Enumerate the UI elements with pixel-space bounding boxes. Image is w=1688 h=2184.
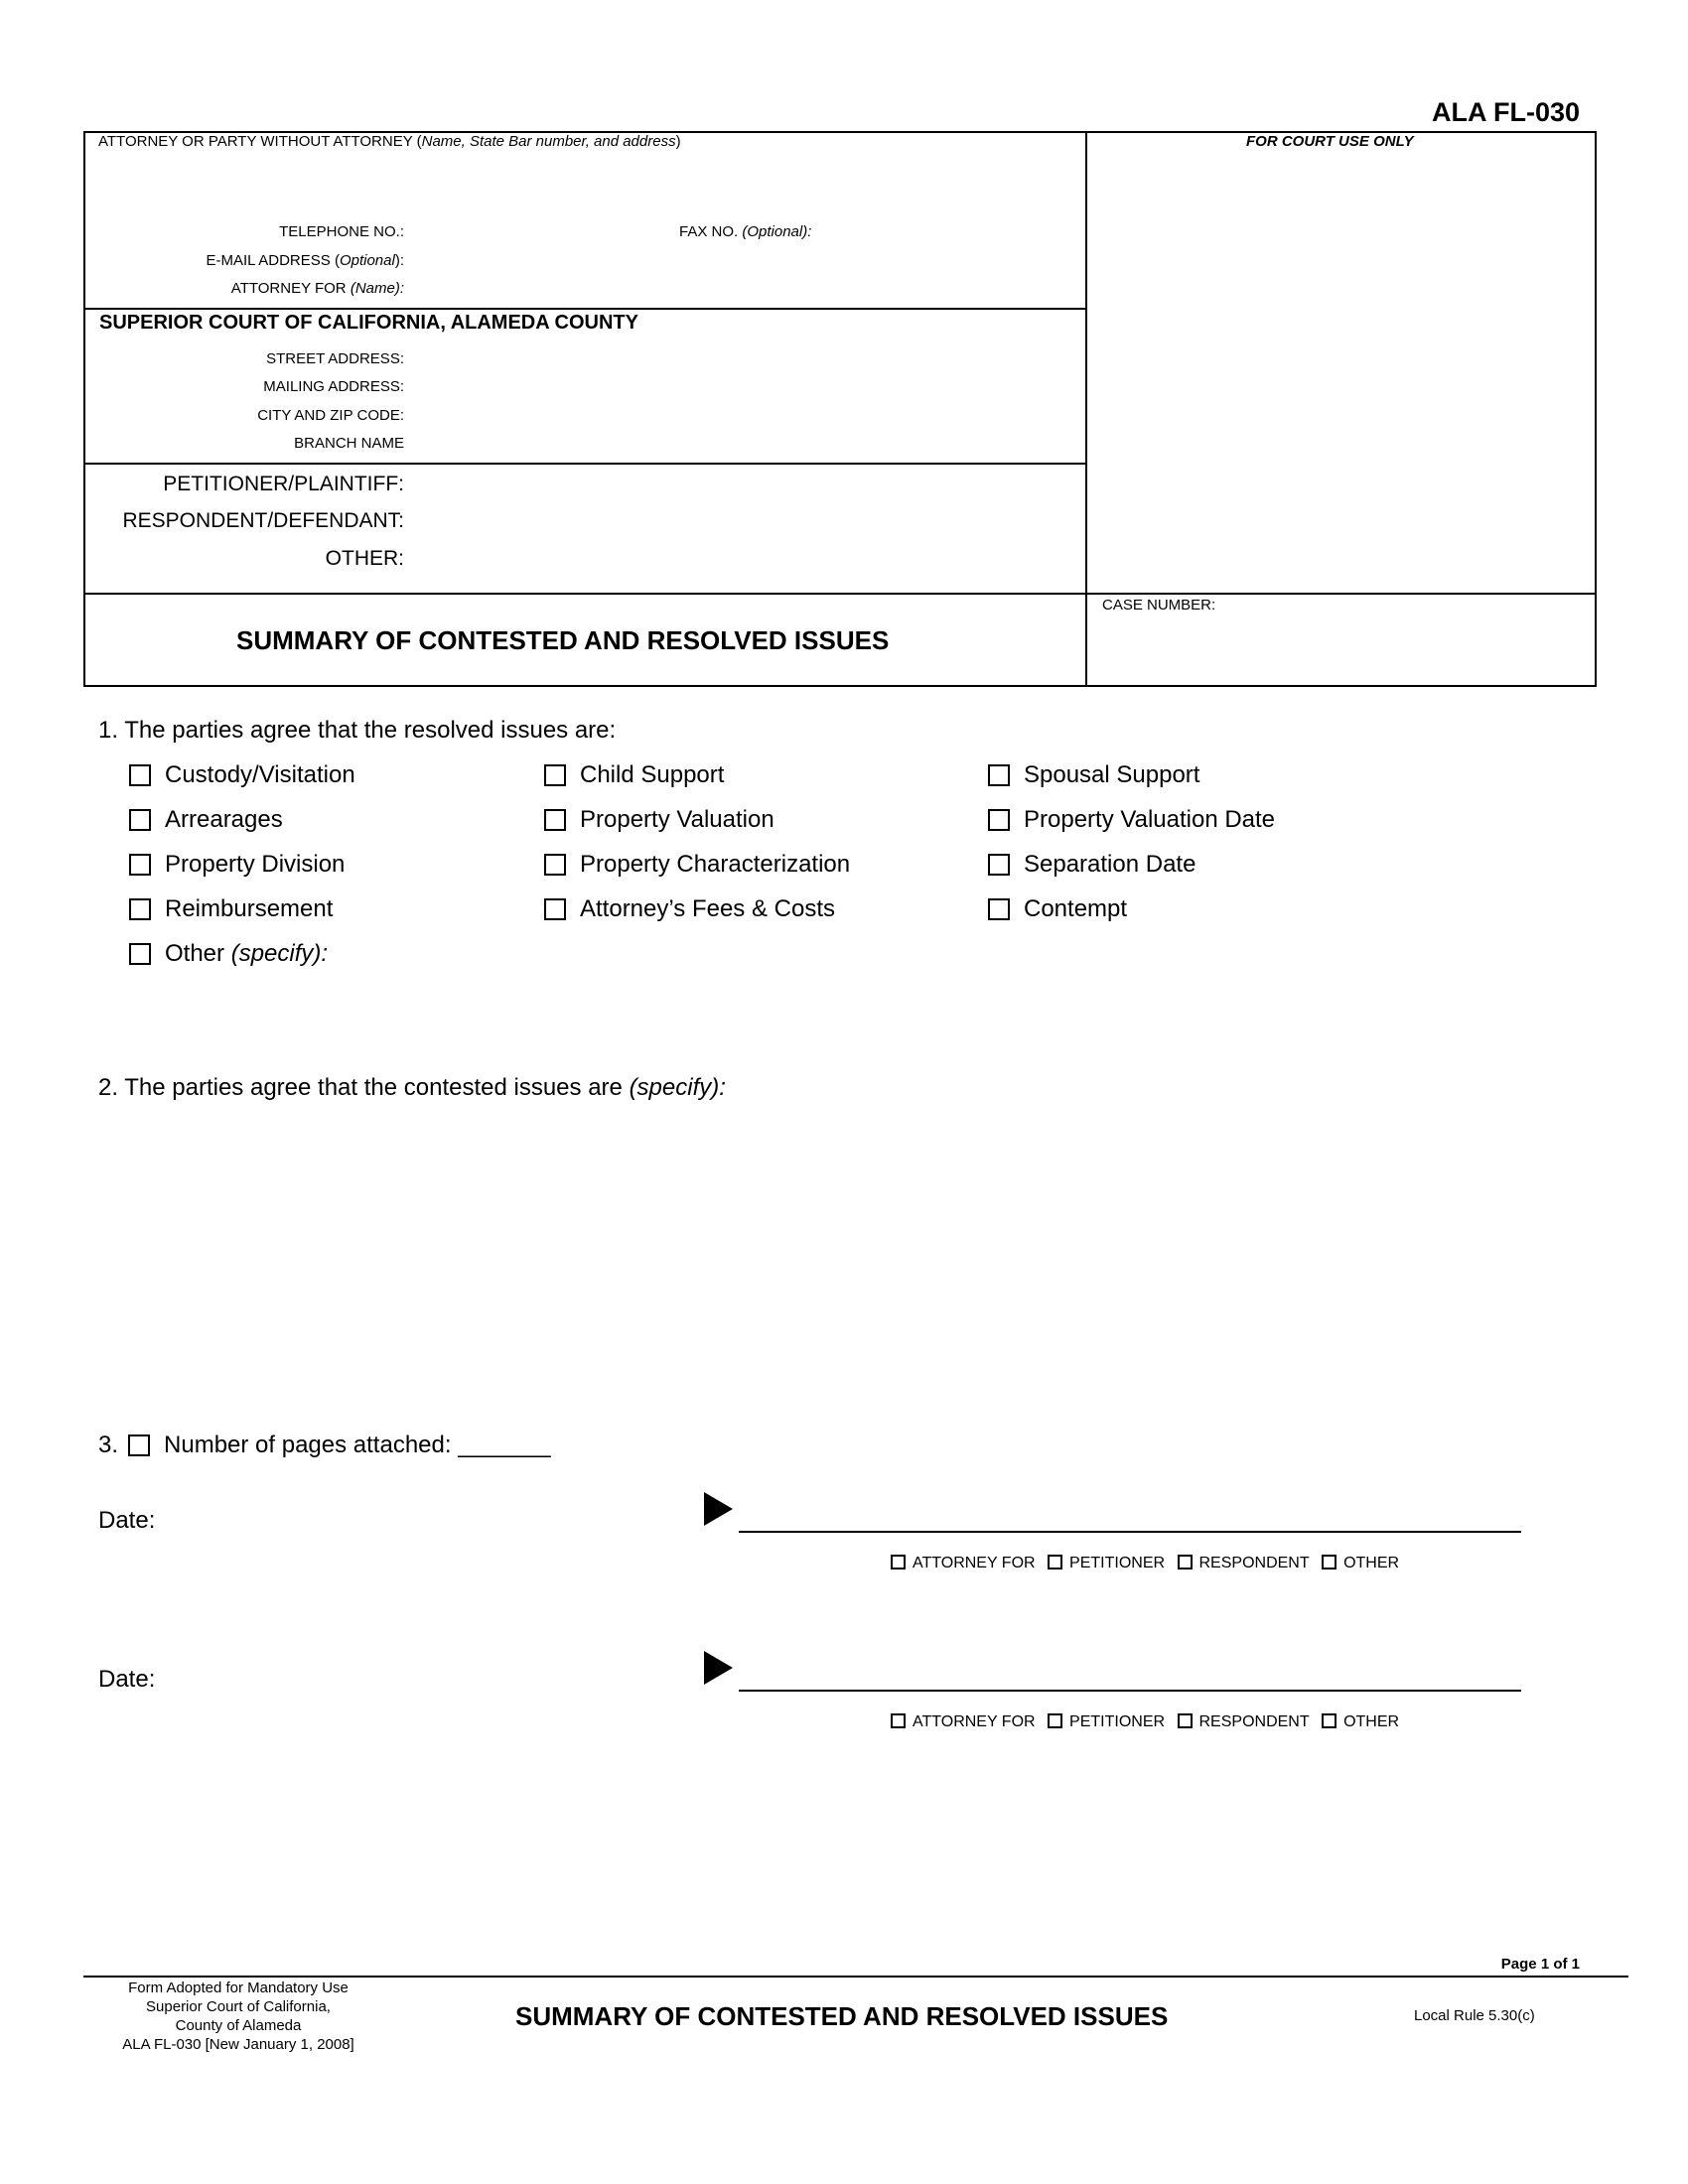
checkbox-custody-visitation[interactable]: Custody/Visitation [129, 761, 355, 789]
footer-rule [83, 1976, 1628, 1978]
checkbox-child-support[interactable]: Child Support [544, 761, 724, 789]
checkbox-square[interactable] [544, 898, 566, 920]
case-number-label: CASE NUMBER: [1102, 597, 1216, 614]
checkbox-arrearages[interactable]: Arrearages [129, 806, 283, 834]
checkbox-square[interactable] [129, 943, 151, 965]
checkbox-property-valuation[interactable]: Property Valuation [544, 806, 774, 834]
respondent-label: RESPONDENT/DEFENDANT: [122, 509, 404, 532]
checkbox-pages-attached[interactable] [128, 1434, 150, 1456]
checkbox-square[interactable] [988, 764, 1010, 786]
checkbox-other[interactable] [1322, 1713, 1336, 1728]
checkbox-respondent[interactable] [1178, 1555, 1193, 1570]
form-title: SUMMARY OF CONTESTED AND RESOLVED ISSUES [236, 625, 890, 655]
checkbox-square[interactable] [129, 854, 151, 876]
page-number: Page 1 of 1 [1500, 1956, 1580, 1973]
court-use-label: FOR COURT USE ONLY [1246, 133, 1414, 150]
checkbox-attorneys-fees[interactable]: Attorney’s Fees & Costs [544, 895, 835, 923]
attorney-header: ATTORNEY OR PARTY WITHOUT ATTORNEY (Name, State Bar number, and address) [98, 133, 681, 150]
checkbox-property-characterization[interactable]: Property Characterization [544, 851, 850, 879]
checkbox-square[interactable] [129, 764, 151, 786]
mailing-address-label: MAILING ADDRESS: [263, 378, 404, 395]
form-id: ALA FL-030 [1431, 97, 1580, 127]
divider-3 [83, 593, 1597, 595]
checkbox-other-specify[interactable]: Other (specify): [129, 940, 328, 968]
local-rule: Local Rule 5.30(c) [1414, 2007, 1535, 2024]
telephone-field[interactable] [407, 220, 655, 242]
checkbox-property-valuation-date[interactable]: Property Valuation Date [988, 806, 1275, 834]
box-divider [1085, 131, 1087, 687]
date-label: Date: [98, 1666, 156, 1693]
other-party-label: OTHER: [325, 547, 404, 570]
court-name: SUPERIOR COURT OF CALIFORNIA, ALAMEDA COUNTY [99, 312, 638, 334]
email-field[interactable] [407, 249, 1072, 271]
checkbox-attorney-for[interactable] [891, 1555, 906, 1570]
section1-heading: 1. The parties agree that the resolved issues are: [98, 717, 617, 744]
checkbox-square[interactable] [129, 809, 151, 831]
attorney-for-label: ATTORNEY FOR (Name): [230, 280, 404, 297]
pages-attached-row: 3. Number of pages attached: _______ [98, 1432, 551, 1458]
checkbox-attorney-for[interactable] [891, 1713, 906, 1728]
box-right [1595, 131, 1597, 687]
divider-2 [83, 463, 1086, 465]
case-number-field[interactable] [1102, 620, 1579, 670]
attorney-for-field[interactable] [407, 277, 1072, 299]
checkbox-contempt[interactable]: Contempt [988, 895, 1127, 923]
date-label: Date: [98, 1507, 156, 1534]
checkbox-other[interactable] [1322, 1555, 1336, 1570]
petitioner-label: PETITIONER/PLAINTIFF: [163, 473, 404, 495]
contested-issues-field[interactable] [98, 1112, 1588, 1390]
checkbox-square[interactable] [129, 898, 151, 920]
checkbox-square[interactable] [544, 764, 566, 786]
checkbox-property-division[interactable]: Property Division [129, 851, 345, 879]
signature-line[interactable] [739, 1531, 1521, 1533]
arrow-icon [704, 1492, 733, 1526]
box-bottom [83, 685, 1597, 687]
arrow-icon [704, 1651, 733, 1685]
street-address-label: STREET ADDRESS: [266, 350, 404, 367]
checkbox-square[interactable] [988, 898, 1010, 920]
checkbox-respondent[interactable] [1178, 1713, 1193, 1728]
divider-1 [83, 308, 1086, 310]
checkbox-reimbursement[interactable]: Reimbursement [129, 895, 333, 923]
branch-name-label: BRANCH NAME [294, 435, 404, 452]
signature-role-options: ATTORNEY FOR PETITIONER RESPONDENT OTHER [891, 1713, 1407, 1731]
city-zip-label: CITY AND ZIP CODE: [257, 407, 404, 424]
footer-title: SUMMARY OF CONTESTED AND RESOLVED ISSUES [515, 2001, 1169, 2031]
checkbox-separation-date[interactable]: Separation Date [988, 851, 1196, 879]
signature-role-options: ATTORNEY FOR PETITIONER RESPONDENT OTHER [891, 1555, 1407, 1572]
checkbox-square[interactable] [988, 854, 1010, 876]
section2-heading: 2. The parties agree that the contested issues are (specify): [98, 1074, 726, 1101]
email-label: E-MAIL ADDRESS (Optional): [206, 252, 404, 269]
checkbox-square[interactable] [544, 854, 566, 876]
checkbox-square[interactable] [544, 809, 566, 831]
fax-label: FAX NO. (Optional): [679, 223, 812, 240]
checkbox-petitioner[interactable] [1048, 1713, 1062, 1728]
footer-adoption-note: Form Adopted for Mandatory Use Superior Court of California, County of Alameda ALA FL-030 [New January 1, 2008] [122, 1979, 354, 2053]
checkbox-petitioner[interactable] [1048, 1555, 1062, 1570]
checkbox-spousal-support[interactable]: Spousal Support [988, 761, 1199, 789]
box-left [83, 131, 85, 687]
signature-line[interactable] [739, 1690, 1521, 1692]
fax-field[interactable] [834, 220, 1072, 242]
checkbox-square[interactable] [988, 809, 1010, 831]
telephone-label: TELEPHONE NO.: [279, 223, 404, 240]
